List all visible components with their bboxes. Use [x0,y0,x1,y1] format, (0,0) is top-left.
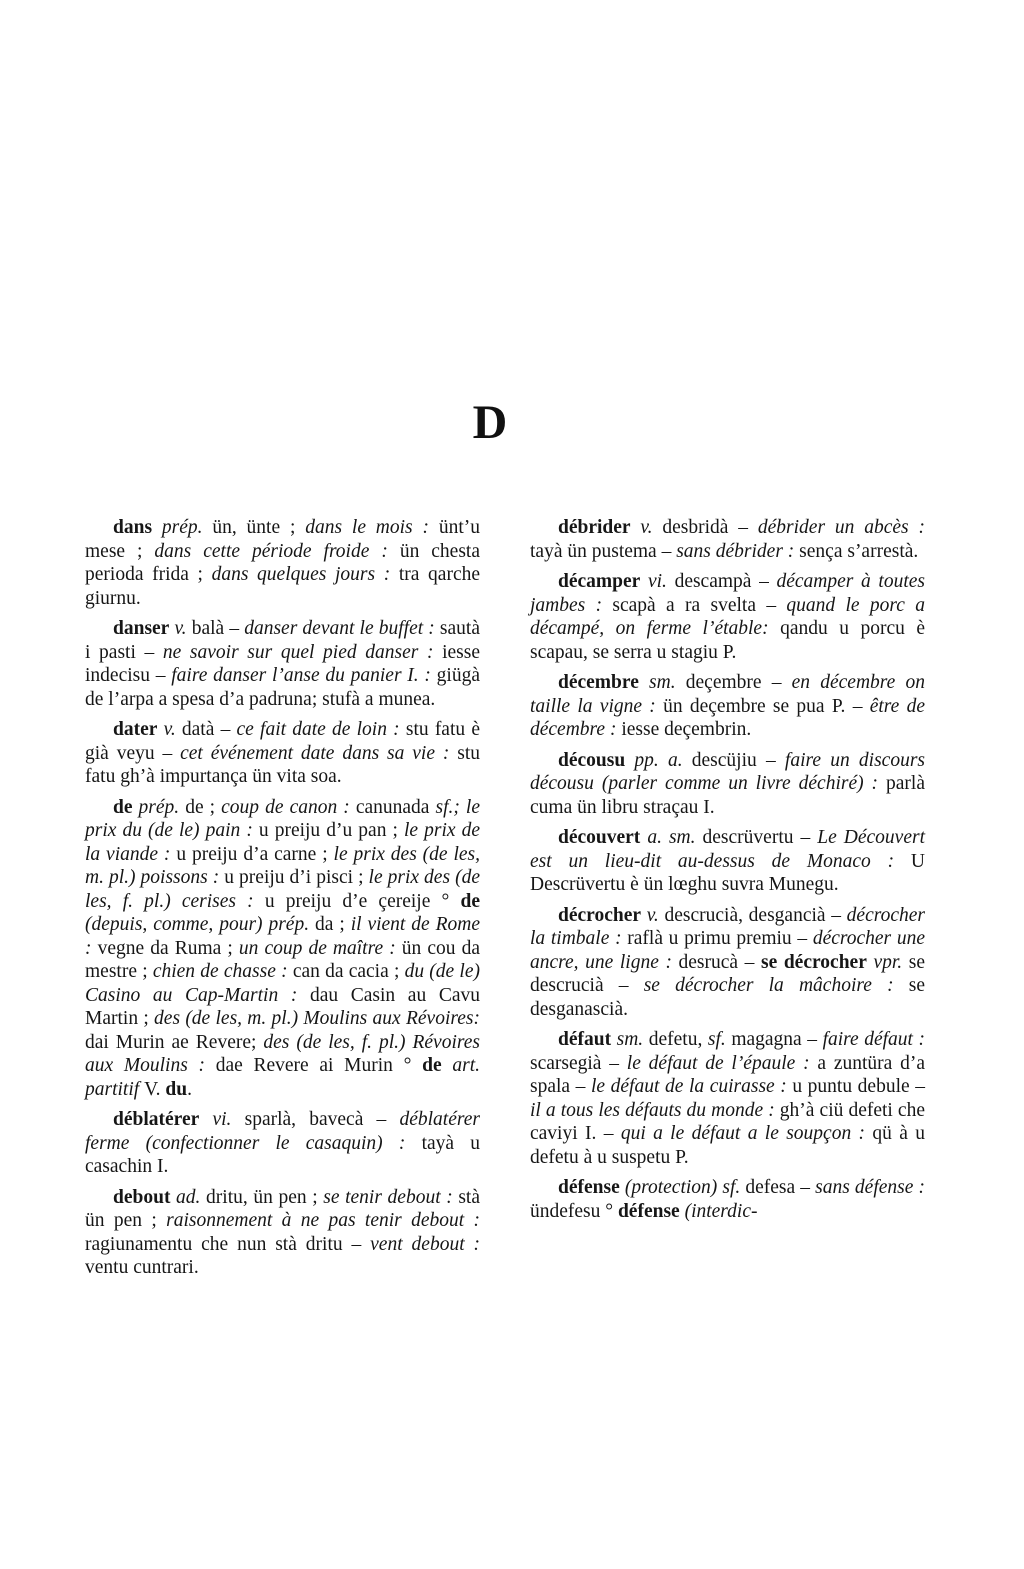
text-run: dans le mois : [305,517,439,538]
text-run: déblatérer [113,1109,200,1130]
text-run: dritu, ün pen ; [206,1186,324,1208]
text-run: du (de le) Casino au Cap-Martin : [85,961,480,1006]
text-run: raflà u primu premiu – [627,928,813,949]
entry-debrider [530,516,925,563]
text-run: pp. a. [625,749,692,771]
text-run: debout [113,1186,171,1208]
text-run: v. [641,904,665,926]
section-letter-heading: D [472,396,508,449]
text-run: u preiju d’u pan ; [258,820,404,841]
text-run: tayà u casachin I. [85,1132,481,1177]
text-run: a. sm. [640,827,703,848]
text-run: qandu u porcu è scapau, se serra u stagiu P. [530,618,925,663]
text-run: stu fatu è già veyu – [85,719,480,764]
text-run: de [113,796,133,818]
entry-deblaterer [85,1108,480,1179]
text-run: v. [630,517,663,538]
text-columns [85,516,925,1287]
text-run: datà – [181,719,237,740]
text-run: défense [617,1200,680,1222]
text-run: sm. [611,1029,649,1050]
text-run: chien de chasse : [152,961,293,982]
text-run: stà ün pen ; [85,1186,480,1231]
text-run: desbridà – [662,517,758,538]
text-run: décousu [558,749,626,771]
text-run: du [165,1078,188,1100]
text-run: défense [558,1177,620,1198]
text-run: ce fait date de loin : [236,719,406,740]
text-run: ün, ünte ; [212,517,306,538]
text-run: décrocher une ancre, une ligne : [530,928,925,973]
text-run: quand le porc a décampé, on ferme l’étable: [530,594,925,639]
text-run: le prix des (de les, m. pl.) poissons : [85,843,481,888]
text-run: magagna – [731,1029,823,1050]
text-run: cet événement date dans sa vie : [180,742,458,764]
text-run: u preiju d’e çereije ° [264,890,461,912]
text-run: ünt’u mese ; [85,517,480,562]
text-run: le prix des (de les, f. pl.) cerises : [85,867,480,912]
text-run: ün cou da mestre ; [85,937,481,982]
text-run: de [422,1055,442,1076]
text-run: prép. [152,517,213,538]
entry-dater [85,718,480,789]
text-run: dans quelques jours : [211,564,399,585]
text-run: . [187,1078,192,1100]
entry-decrocher [530,904,925,1022]
text-run: iesse indecisu – [85,641,480,686]
text-run: sf. [707,1029,732,1050]
text-run: dans cette période froide : [154,540,400,562]
entry-defaut [530,1028,925,1169]
text-run: (protection) sf. [619,1177,746,1198]
text-run: Le Découvert est un lieu-dit au-dessus de Monaco : [530,827,926,872]
text-run: scarsegià – [530,1052,627,1074]
text-run: qü à u defetu à u suspetu P. [530,1123,926,1168]
text-run: le défaut de l’épaule : [626,1052,818,1074]
text-run: vpr. [866,951,909,973]
text-run: dae Revere ai Murin ° [215,1055,423,1076]
text-run: U Descrüvertu è ün lœghu suvra Munegu. [530,850,925,895]
text-run: raisonnement à ne pas tenir debout : [166,1210,481,1231]
text-run: défaut [558,1029,612,1050]
text-run: descüjiu – [691,749,785,771]
text-run: iesse deçembrin. [621,719,752,740]
entry-defense [530,1176,925,1223]
entry-decousu [530,749,925,820]
text-run: v. [169,618,192,639]
text-run: stu fatu gh’à impurtança ün vita soa. [85,742,480,787]
text-run: se décrocher la mâchoire : [643,975,909,996]
text-run: vi. [640,571,675,592]
text-run: sença s’arrestà. [799,540,919,562]
text-run: de ; [185,796,222,818]
text-run: (interdic- [679,1200,758,1222]
text-run: danser devant le buffet : [244,618,440,639]
text-run: coup de canon : [221,796,356,818]
text-run: defetu, [648,1029,708,1050]
text-run: gh’à ciü defeti che caviyi I. – [530,1099,925,1144]
text-run: ventu cuntrari. [85,1257,199,1278]
text-run: desrucà – [678,951,761,973]
text-run: sans défense : [815,1177,925,1198]
text-run: se tenir debout : [323,1186,459,1208]
text-run: sautà i pasti – [85,618,480,663]
text-run: des (de les, f. pl.) Révoires aux Moulins : [85,1031,480,1076]
text-run: u preiju d’i pisci ; [224,867,369,888]
text-run: découvert [558,827,641,848]
text-run: da ; [315,914,351,935]
text-run: balà – [191,618,245,639]
text-run: parlà cuma ün libru straçau I. [530,773,925,818]
text-run: u preiju d’a carne ; [176,843,334,865]
text-run: un coup de maître : [238,937,402,959]
text-run: en décembre on taille la vigne : [530,672,925,717]
text-run: débrider [558,517,631,538]
text-run: can da cacia ; [292,961,405,982]
text-run: dater [113,719,158,740]
text-run: v. [157,719,182,740]
text-run: defesa – [745,1177,816,1198]
entry-decembre [530,671,925,742]
entry-danser [85,617,480,711]
text-run: le défaut de la cuirasse : [590,1076,793,1097]
text-run: ad. [170,1186,207,1208]
text-run: ragiunamentu che nun stà dritu – [85,1233,371,1255]
text-run: prép. [132,796,186,818]
entry-debout [85,1186,480,1280]
text-run: décamper à toutes jambes : [530,571,925,616]
text-run: a zuntüra d’a spala – [530,1052,925,1097]
text-run: il a tous les défauts du monde : [530,1099,780,1121]
text-run: art. partitif [85,1055,480,1100]
text-run: vegne da Ruma ; [97,937,239,959]
text-run: sf.; le prix du (de le) pain : [85,796,480,841]
text-run: scapà a ra svelta – [612,594,787,616]
text-run: débrider un abcès : [757,517,925,538]
text-run: vent debout : [370,1233,480,1255]
text-run: dans [113,517,153,538]
text-run: de [460,890,480,912]
text-run: dai Murin ae Revere; [85,1031,264,1053]
text-run: il vient de Rome : [85,914,480,959]
text-run: le prix de la viande : [85,820,480,865]
text-run: décembre [558,672,639,693]
entry-dans [85,516,480,610]
text-run: vi. [199,1109,245,1130]
text-run: se desganascià. [530,975,925,1020]
text-run: descrucià, desgancià – [664,904,847,926]
text-run: tra qarche giurnu. [85,564,481,609]
entry-decouvert [530,826,925,897]
text-run: ne savoir sur quel pied danser : [162,641,443,663]
text-run: descampà – [674,571,777,592]
text-run: faire un discours décousu (parler comme un livre déchiré) : [530,749,926,794]
text-run: ündefesu ° [530,1200,618,1222]
text-run: tayà ün pustema – [530,540,677,562]
text-run: se descrucià – [530,951,925,996]
text-run: décamper [558,571,641,592]
entry-de [85,796,480,1102]
text-run: giügà de l’arpa a spesa d’a padruna; stufà a munea. [85,665,480,710]
text-run: sm. [638,672,686,693]
text-run: ün deçembre se pua P. – [663,695,870,717]
left-column [85,516,480,1287]
text-run: décrocher [558,904,642,926]
text-run: dau Casin au Cavu Martin ; [85,984,480,1029]
text-run: (depuis, comme, pour) prép. [85,914,316,935]
text-run: danser [113,618,170,639]
text-run: décrocher la timbale : [530,904,925,949]
entry-decamper [530,570,925,664]
text-run: qui a le défaut a le soupçon : [620,1123,873,1144]
text-run: se décrocher [761,951,867,973]
text-run: sans débrider : [676,540,800,562]
text-run: des (de les, m. pl.) Moulins aux Révoires: [154,1008,480,1029]
text-run: ün chesta perioda frida ; [85,540,480,585]
text-run: V. [144,1078,166,1100]
right-column [530,516,925,1287]
text-run: faire défaut : [822,1029,925,1050]
text-run: u puntu debule – [792,1076,925,1097]
text-run: sparlà, bavecà – [244,1109,400,1130]
text-run: descrüvertu – [702,827,818,848]
text-run: déblatérer ferme (confectionner le casaquin) : [85,1109,480,1154]
text-run: canunada [355,796,436,818]
text-run: être de décembre : [530,695,926,740]
text-run: deçembre – [685,672,792,693]
text-run: faire danser l’anse du panier I. : [171,665,437,686]
